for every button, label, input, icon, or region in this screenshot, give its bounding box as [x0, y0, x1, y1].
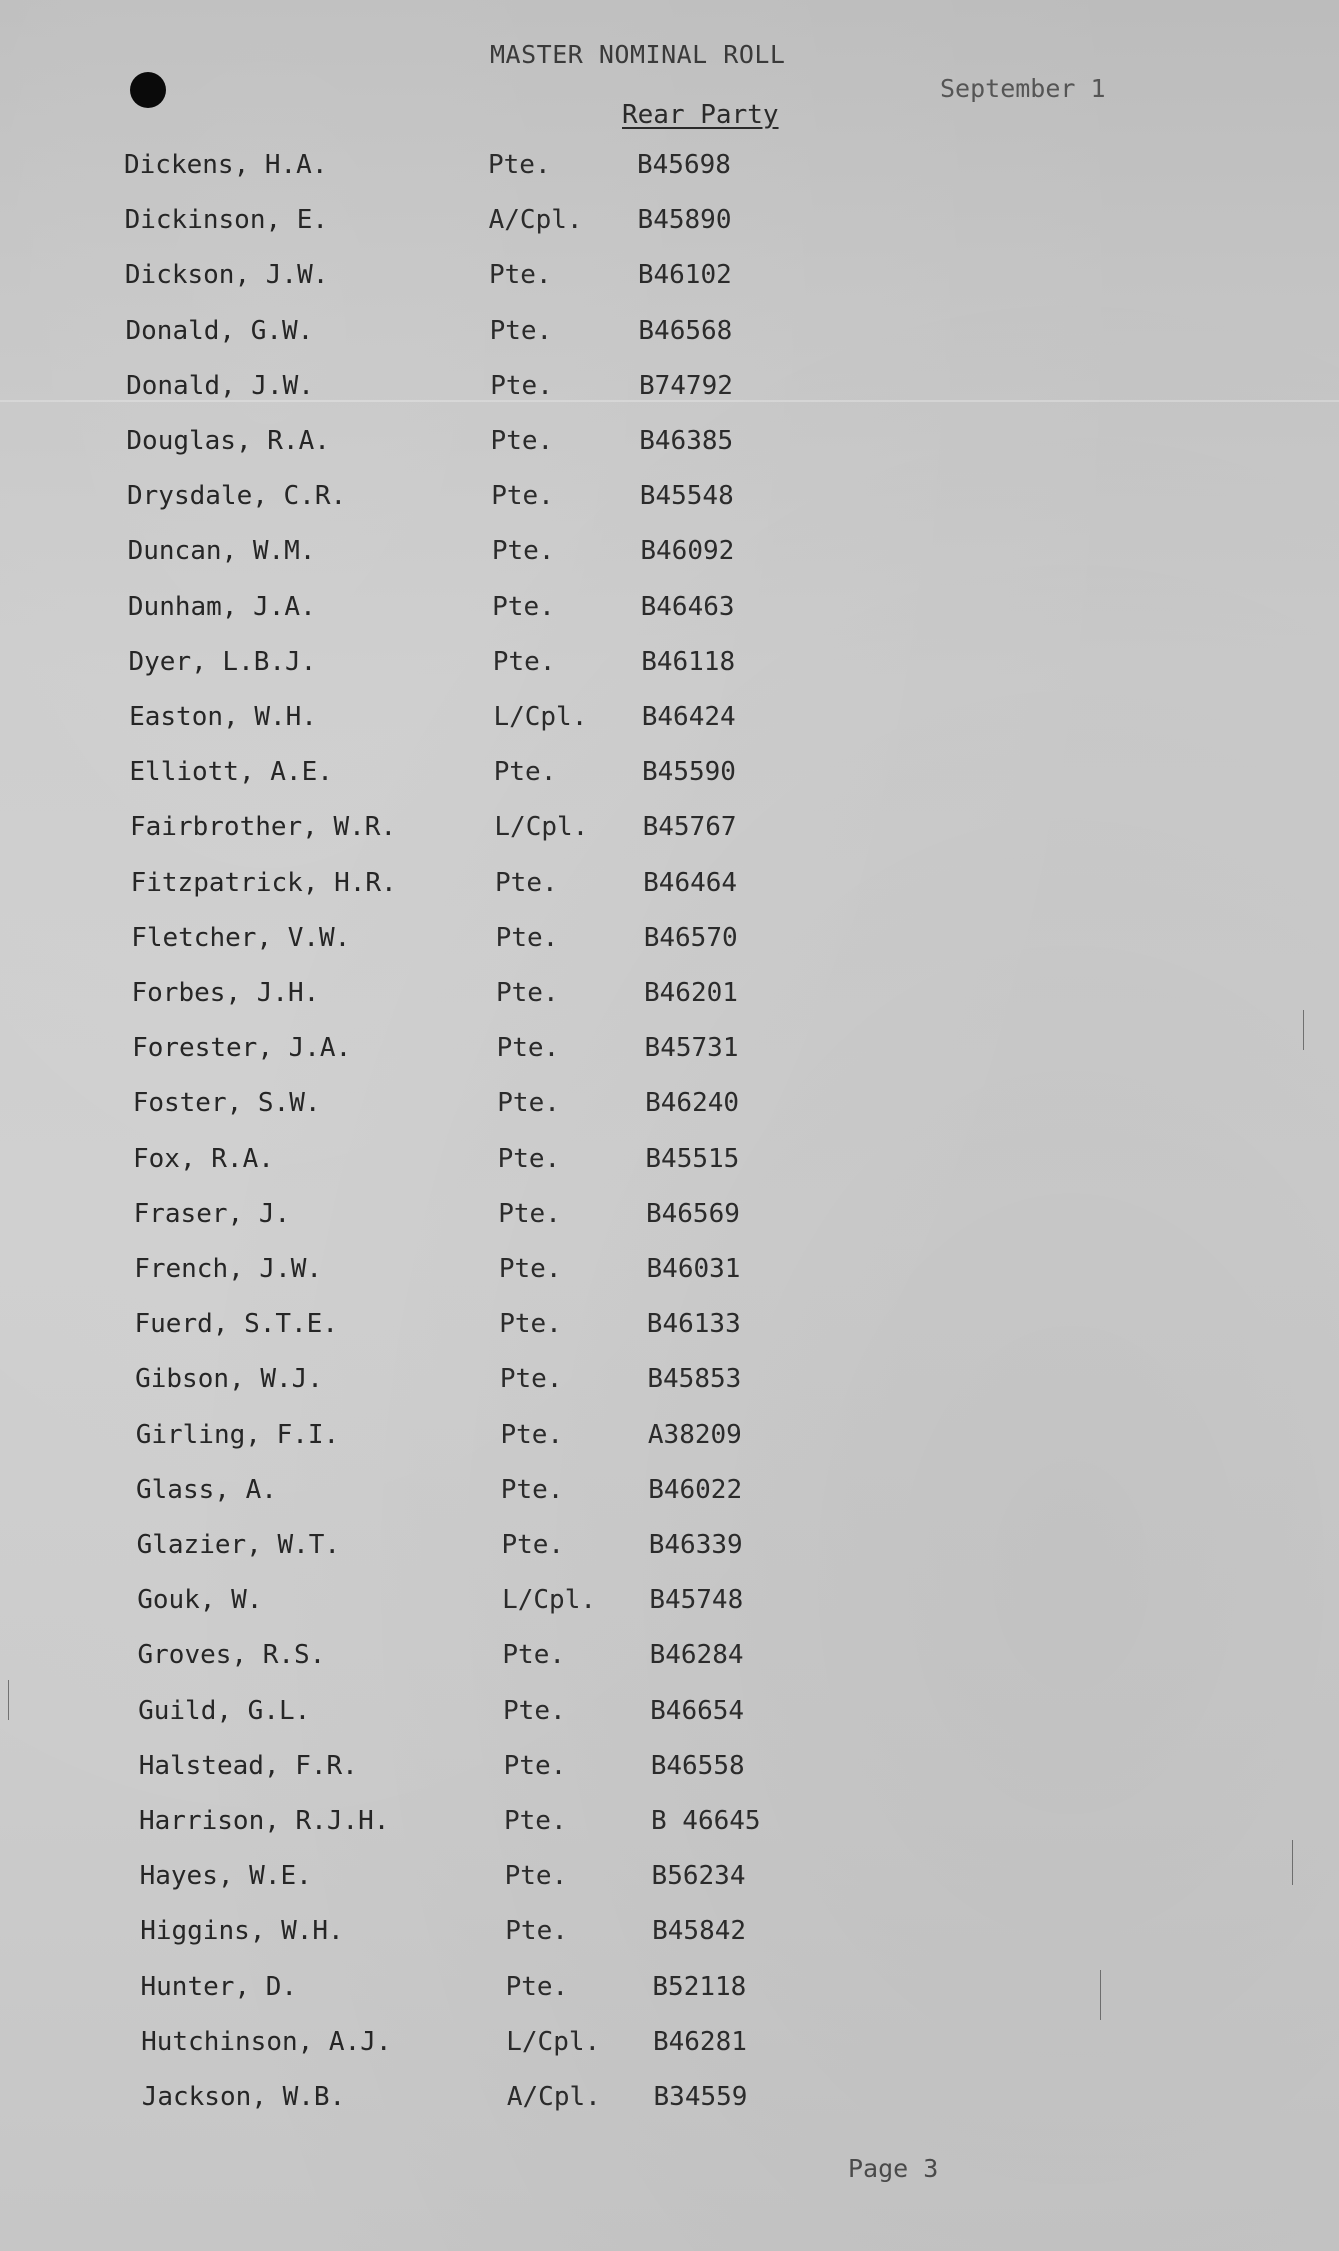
roll-entry: [0, 1249, 1339, 1289]
entry-service-number: B45515: [645, 1143, 740, 1174]
entry-rank: A/Cpl.: [488, 205, 583, 236]
entry-name: Forbes, J.H.: [131, 978, 320, 1008]
roll-entry: [0, 1194, 1339, 1234]
entry-name: Dickens, H.A.: [124, 150, 328, 180]
entry-name: Duncan, W.M.: [127, 536, 316, 567]
entry-rank: Pte.: [492, 646, 556, 677]
entry-rank: Pte.: [505, 1916, 568, 1947]
entry-name: Groves, R.S.: [137, 1640, 326, 1671]
entry-service-number: B46284: [649, 1640, 744, 1671]
margin-mark: [1303, 1010, 1304, 1050]
entry-service-number: B34559: [653, 2082, 748, 2112]
roll-entry: [0, 1911, 1339, 1951]
entry-service-number: B46339: [648, 1530, 743, 1560]
entry-name: Glazier, W.T.: [136, 1530, 341, 1560]
entry-service-number: B74792: [638, 370, 733, 401]
entry-service-number: B 46645: [651, 1806, 761, 1836]
entry-service-number: B46022: [648, 1474, 743, 1505]
entry-name: Gouk, W.: [137, 1585, 263, 1616]
entry-rank: Pte.: [499, 1364, 563, 1395]
entry-name: Girling, F.I.: [135, 1419, 340, 1450]
roll-entry: [0, 1415, 1339, 1455]
entry-service-number: B45890: [637, 205, 732, 236]
entry-service-number: B45548: [639, 481, 734, 512]
roll-entry: [0, 1028, 1339, 1068]
entry-rank: Pte.: [500, 1474, 564, 1505]
entry-name: Glass, A.: [136, 1474, 277, 1505]
entry-rank: L/Cpl.: [506, 2026, 601, 2057]
entry-rank: Pte.: [497, 1088, 560, 1119]
entry-rank: Pte.: [505, 1971, 569, 2002]
roll-entry: [0, 1635, 1339, 1675]
roll-entry: [0, 587, 1339, 627]
entry-service-number: B56234: [651, 1861, 746, 1892]
entry-rank: Pte.: [502, 1640, 566, 1671]
entry-rank: Pte.: [498, 1254, 562, 1284]
entry-name: French, J.W.: [134, 1254, 323, 1284]
roll-entry: [0, 421, 1339, 461]
entry-name: Fletcher, V.W.: [131, 922, 351, 953]
entry-service-number: B46092: [640, 536, 735, 567]
entry-service-number: B46654: [650, 1695, 745, 1726]
entry-rank: Pte.: [496, 978, 559, 1008]
roll-entry: [0, 752, 1339, 792]
entry-name: Halstead, F.R.: [138, 1750, 358, 1781]
entry-service-number: B46281: [652, 2026, 747, 2057]
entry-name: Dyer, L.B.J.: [128, 646, 317, 677]
entry-service-number: B45698: [637, 150, 731, 180]
entry-service-number: B45842: [652, 1916, 747, 1947]
entry-rank: Pte.: [495, 867, 558, 898]
roll-entry: [0, 2022, 1339, 2062]
entry-service-number: B46240: [645, 1088, 740, 1119]
roll-entry: [0, 476, 1339, 516]
roll-entry: [0, 311, 1339, 351]
entry-name: Gibson, W.J.: [135, 1364, 323, 1395]
roll-entry: [0, 863, 1339, 903]
entry-name: Fox, R.A.: [133, 1143, 274, 1174]
entry-name: Foster, S.W.: [132, 1088, 321, 1119]
roll-entry: [0, 1304, 1339, 1344]
entry-rank: Pte.: [499, 1309, 562, 1340]
roll-entry: [0, 642, 1339, 682]
entry-service-number: B46463: [640, 591, 735, 622]
entry-rank: A/Cpl.: [506, 2082, 601, 2112]
entry-name: Fuerd, S.T.E.: [134, 1309, 338, 1340]
entry-name: Higgins, W.H.: [140, 1916, 344, 1947]
roll-entry: [0, 807, 1339, 847]
roll-entry: [0, 366, 1339, 406]
roll-entry: [0, 1139, 1339, 1179]
entry-rank: L/Cpl.: [493, 702, 588, 732]
entry-service-number: B46464: [643, 867, 738, 898]
entry-rank: Pte.: [497, 1143, 561, 1174]
entry-rank: L/Cpl.: [494, 812, 589, 843]
entry-name: Donald, J.W.: [126, 370, 314, 401]
entry-name: Hayes, W.E.: [139, 1861, 312, 1892]
roll-entry: [0, 973, 1339, 1013]
entry-name: Dickson, J.W.: [124, 260, 329, 291]
entry-service-number: B46424: [641, 702, 736, 732]
entry-rank: Pte.: [491, 481, 554, 512]
roll-entry: [0, 1083, 1339, 1123]
entry-service-number: B46031: [646, 1254, 741, 1284]
entry-service-number: B45731: [644, 1033, 739, 1064]
roll-entry: [0, 1746, 1339, 1786]
entry-service-number: B46133: [646, 1309, 741, 1340]
entry-name: Forester, J.A.: [132, 1033, 352, 1064]
entry-rank: Pte.: [496, 1033, 560, 1064]
entry-rank: Pte.: [489, 315, 553, 346]
entry-service-number: B52118: [652, 1971, 747, 2002]
roll-entry: [0, 1691, 1339, 1731]
roll-entry: [0, 918, 1339, 958]
entry-name: Hutchinson, A.J.: [141, 2026, 392, 2057]
roll-entry: [0, 697, 1339, 737]
roll-entry: [0, 1470, 1339, 1510]
entry-rank: Pte.: [488, 260, 552, 291]
roll-entry: [0, 145, 1339, 185]
entry-service-number: B46570: [643, 922, 738, 953]
roll-entry: [0, 1801, 1339, 1841]
margin-mark: [1292, 1840, 1293, 1885]
entry-rank: Pte.: [492, 591, 555, 622]
entry-name: Elliott, A.E.: [129, 757, 333, 788]
roll-entry: [0, 531, 1339, 571]
margin-mark: [8, 1680, 9, 1720]
roll-entry: [0, 1525, 1339, 1565]
entry-name: Dunham, J.A.: [127, 591, 316, 622]
entry-name: Fraser, J.: [133, 1198, 291, 1229]
entry-name: Fairbrother, W.R.: [130, 812, 397, 843]
document-date: September 1: [940, 74, 1106, 103]
document-title: MASTER NOMINAL ROLL: [490, 40, 786, 69]
roll-entry: [0, 1359, 1339, 1399]
roll-entry: [0, 1967, 1339, 2007]
entry-service-number: A38209: [647, 1419, 742, 1450]
entry-name: Douglas, R.A.: [126, 426, 330, 456]
entry-rank: Pte.: [491, 536, 555, 567]
entry-rank: Pte.: [495, 922, 559, 953]
entry-rank: Pte.: [490, 426, 554, 456]
entry-rank: Pte.: [493, 757, 557, 788]
entry-rank: Pte.: [498, 1198, 561, 1229]
entry-service-number: B46118: [641, 646, 736, 677]
entry-service-number: B46568: [638, 315, 733, 346]
margin-mark: [1100, 1970, 1101, 2020]
roll-entry: [0, 255, 1339, 295]
roll-entry: [0, 1580, 1339, 1620]
entry-service-number: B46201: [644, 978, 738, 1008]
entry-service-number: B46569: [645, 1198, 740, 1229]
entry-rank: Pte.: [500, 1419, 564, 1450]
entry-rank: L/Cpl.: [502, 1585, 596, 1616]
entry-service-number: B45767: [642, 812, 737, 843]
entry-name: Harrison, R.J.H.: [139, 1806, 390, 1836]
entry-rank: Pte.: [503, 1695, 566, 1726]
entry-service-number: B45853: [647, 1364, 742, 1395]
entry-name: Fitzpatrick, H.R.: [130, 867, 397, 898]
entry-name: Jackson, W.B.: [141, 2082, 346, 2112]
entry-name: Guild, G.L.: [138, 1695, 311, 1726]
entry-rank: Pte.: [501, 1530, 565, 1560]
entry-name: Drysdale, C.R.: [127, 481, 347, 512]
entry-service-number: B46385: [639, 426, 734, 456]
entry-name: Easton, W.H.: [129, 702, 317, 732]
entry-rank: Pte.: [504, 1806, 567, 1836]
entry-service-number: B45748: [649, 1585, 744, 1616]
entry-rank: Pte.: [488, 150, 551, 180]
entry-service-number: B45590: [642, 757, 736, 788]
roll-entry: [0, 200, 1339, 240]
document-subtitle: Rear Party: [622, 100, 779, 130]
entry-service-number: B46102: [637, 260, 732, 291]
roll-entry: [0, 1856, 1339, 1896]
entry-rank: Pte.: [504, 1861, 568, 1892]
entry-name: Donald, G.W.: [125, 315, 314, 346]
roll-entry: [0, 2077, 1339, 2117]
entry-rank: Pte.: [503, 1750, 567, 1781]
page-number: Page 3: [848, 2154, 939, 2183]
entry-rank: Pte.: [490, 370, 553, 401]
entry-name: Dickinson, E.: [124, 205, 329, 236]
entry-service-number: B46558: [650, 1750, 745, 1781]
entry-name: Hunter, D.: [140, 1971, 298, 2002]
